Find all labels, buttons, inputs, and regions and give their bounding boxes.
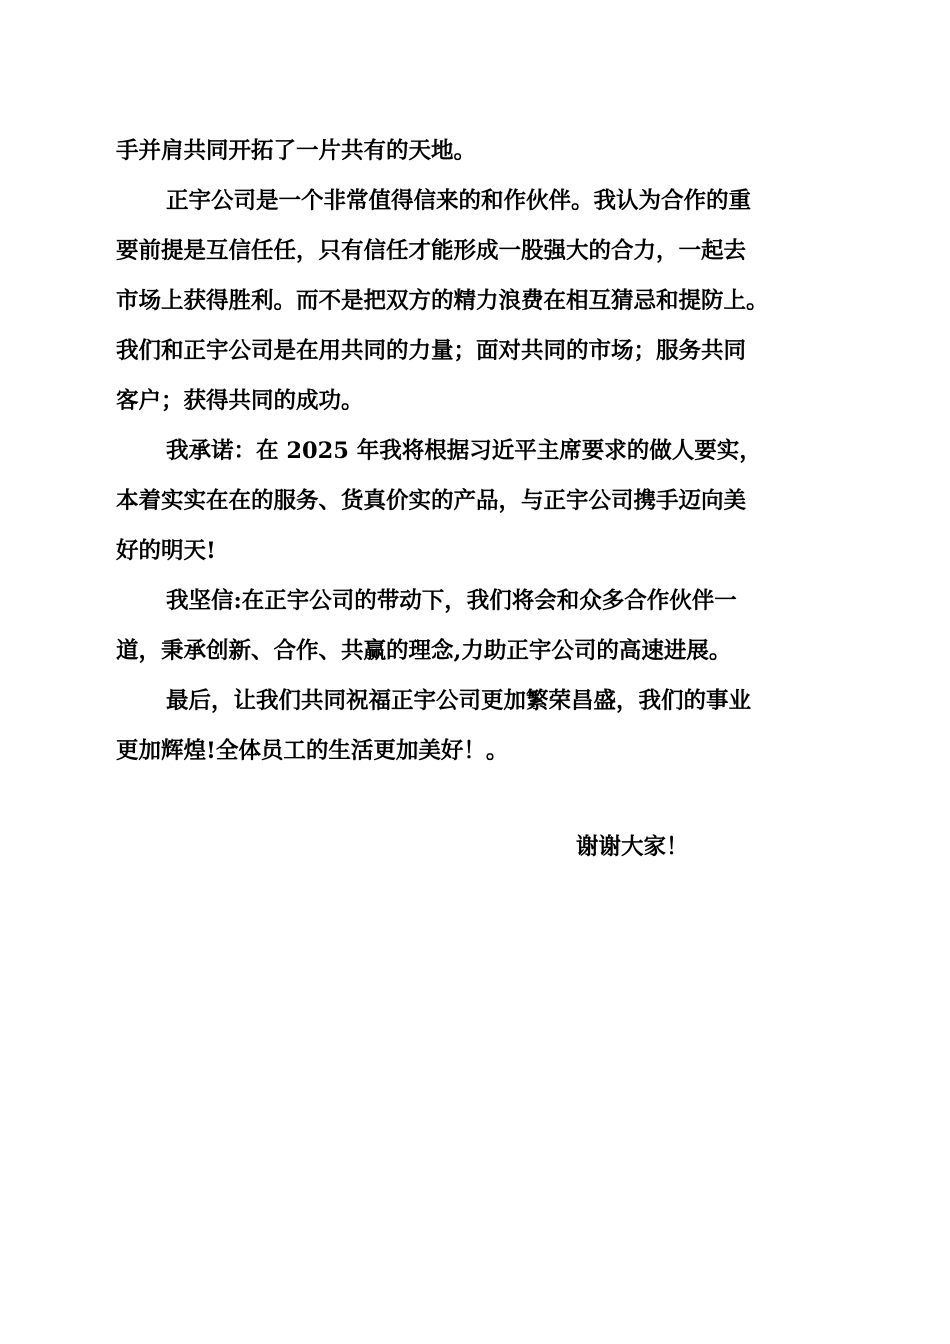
paragraph-3	[116, 426, 852, 576]
text-line: 市场上获得胜利。而不是把双方的精力浪费在相互猜忌和提防上。	[116, 288, 769, 314]
text-line: 最后，让我们共同祝福正宇公司更加繁荣昌盛，我们的事业	[166, 688, 752, 714]
closing-thanks: 谢谢大家！	[576, 834, 689, 860]
text-line: 我坚信:在正宇公司的带动下，我们将会和众多合作伙伴一	[166, 588, 737, 614]
text-line: 本着实实在在的服务、货真价实的产品，与正宇公司携手迈向美	[116, 488, 747, 514]
paragraph-5	[116, 676, 852, 776]
paragraph-1	[116, 126, 852, 176]
text-line: 要前提是互信任任，只有信任才能形成一股强大的合力，一起去	[116, 238, 747, 264]
text-line: 我们和正宇公司是在用共同的力量；面对共同的市场；服务共同	[116, 338, 747, 364]
paragraph-4	[116, 576, 852, 676]
text-line: 我承诺：在 2025 年我将根据习近平主席要求的做人要实，	[166, 438, 762, 464]
document-body	[116, 126, 852, 776]
text-line: 正宇公司是一个非常值得信来的和作伙伴。我认为合作的重	[166, 188, 752, 214]
text-line: 道，秉承创新、合作、共赢的理念,力助正宇公司的高速进展。	[116, 638, 732, 664]
paragraph-2	[116, 176, 852, 426]
text-line: 客户；获得共同的成功。	[116, 388, 364, 414]
text-line: 手并肩共同开拓了一片共有的天地。	[116, 138, 477, 164]
text-line: 好的明天!	[116, 538, 216, 564]
text-line: 更加辉煌!全体员工的生活更加美好！。	[116, 738, 509, 764]
